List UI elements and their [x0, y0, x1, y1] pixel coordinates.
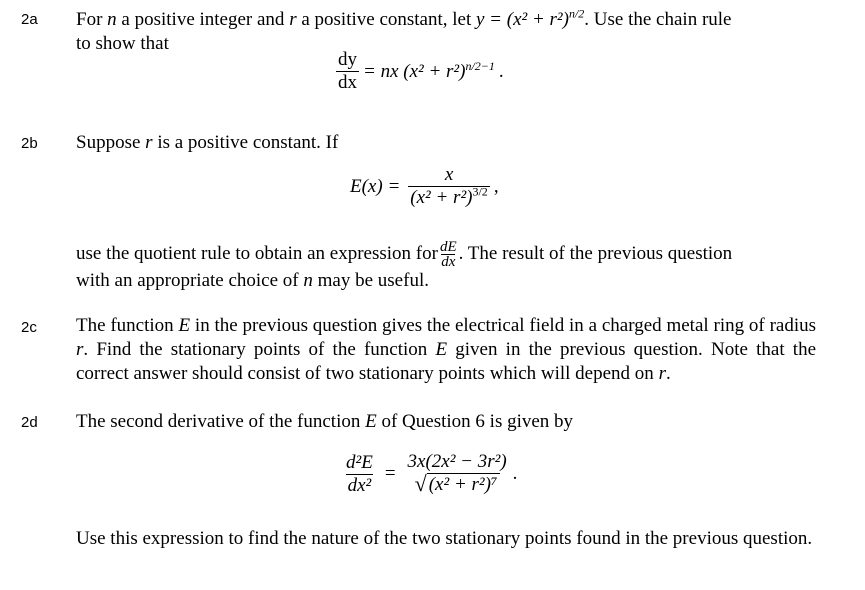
q2b-formula-num: x	[444, 164, 454, 185]
q2b-para-part: with an appropriate choice of	[76, 270, 304, 291]
q2c-text-part: in the previous question gives the electrical field in a charged metal ring of radius	[190, 315, 816, 336]
q2a-exponent: n/2	[568, 6, 585, 21]
q2c-var-E: E	[435, 339, 448, 360]
q2a-formula-end: .	[498, 60, 504, 82]
q2d-formula-den: dx²	[347, 474, 372, 496]
question-2d-paragraph: Use this expression to find the nature of the two stationary points found in the previous question.	[76, 528, 813, 549]
question-label-2b: 2b	[21, 135, 38, 152]
q2b-formula	[350, 165, 499, 208]
question-2b-text	[76, 131, 816, 155]
q2a-text-part: a positive integer and	[116, 9, 290, 30]
question-2b-paragraph	[76, 240, 816, 293]
q2b-deriv-den: dx	[441, 254, 456, 270]
q2d-text-part: of Question 6 is given by	[376, 411, 574, 432]
q2d-text-part: The second derivative of the function	[76, 411, 366, 432]
q2a-var-r: r	[289, 9, 297, 30]
q2b-var-n: n	[303, 270, 313, 291]
q2b-para-part: use the quotient rule to obtain an expression for	[76, 242, 438, 264]
q2b-var-r: r	[145, 132, 153, 153]
q2a-formula-num: dy	[338, 49, 357, 70]
q2d-formula-rhs-den: (x² + r²)⁷	[428, 474, 498, 495]
question-2c-text	[76, 314, 816, 386]
question-2a-text	[76, 8, 816, 56]
q2d-formula-eq: =	[384, 463, 396, 484]
q2c-var-r: r	[76, 339, 84, 360]
q2b-formula-lhs: E(x) =	[350, 175, 401, 197]
q2b-deriv-num: dE	[439, 239, 457, 255]
q2c-text-part: The function	[76, 315, 179, 336]
q2a-formula-rhs: = nx (x² + r²)	[363, 60, 466, 82]
q2b-para-part: . The result of the previous question	[458, 242, 733, 264]
question-label-2a: 2a	[21, 11, 38, 28]
q2d-formula-num: d²E	[346, 451, 373, 473]
sqrt-icon: √	[414, 471, 427, 496]
q2c-text-part: . Find the stationary points of the function	[83, 339, 436, 360]
q2b-formula-end: ,	[493, 175, 499, 197]
q2c-text-part: given in the previous question. Note that the correct answer should consist of two stationary points which will depend on	[76, 339, 816, 384]
question-label-2d: 2d	[21, 414, 38, 431]
q2b-formula-den: $(x^2 + r^2)^{3/2}$	[410, 184, 488, 208]
q2d-formula	[340, 452, 517, 496]
q2a-formula-exp: n/2−1	[465, 58, 495, 73]
q2a-formula	[332, 50, 504, 93]
q2c-var-r: r	[658, 363, 666, 384]
q2a-equation: y = (x² + r²)	[476, 9, 569, 30]
q2d-var-E: E	[365, 411, 377, 432]
q2b-para-part: may be useful.	[312, 270, 429, 291]
q2c-var-E: E	[178, 315, 191, 336]
q2a-text-part: . Use the chain rule	[584, 9, 732, 30]
question-label-2c: 2c	[21, 319, 37, 336]
q2b-text-part: is a positive constant. If	[152, 132, 339, 153]
question-2d-text	[76, 410, 816, 434]
q2a-line2: to show that	[76, 33, 169, 54]
q2d-formula-rhs-num: 3x(2x² − 3r²)	[407, 451, 507, 472]
q2a-text-part: a positive constant, let	[296, 9, 476, 30]
q2a-var-n: n	[107, 9, 117, 30]
q2a-text-part: For	[76, 9, 108, 30]
q2a-formula-den: dx	[338, 72, 357, 93]
q2c-text-part: .	[665, 363, 671, 384]
q2b-text-part: Suppose	[76, 132, 146, 153]
q2d-formula-end: .	[512, 463, 518, 484]
